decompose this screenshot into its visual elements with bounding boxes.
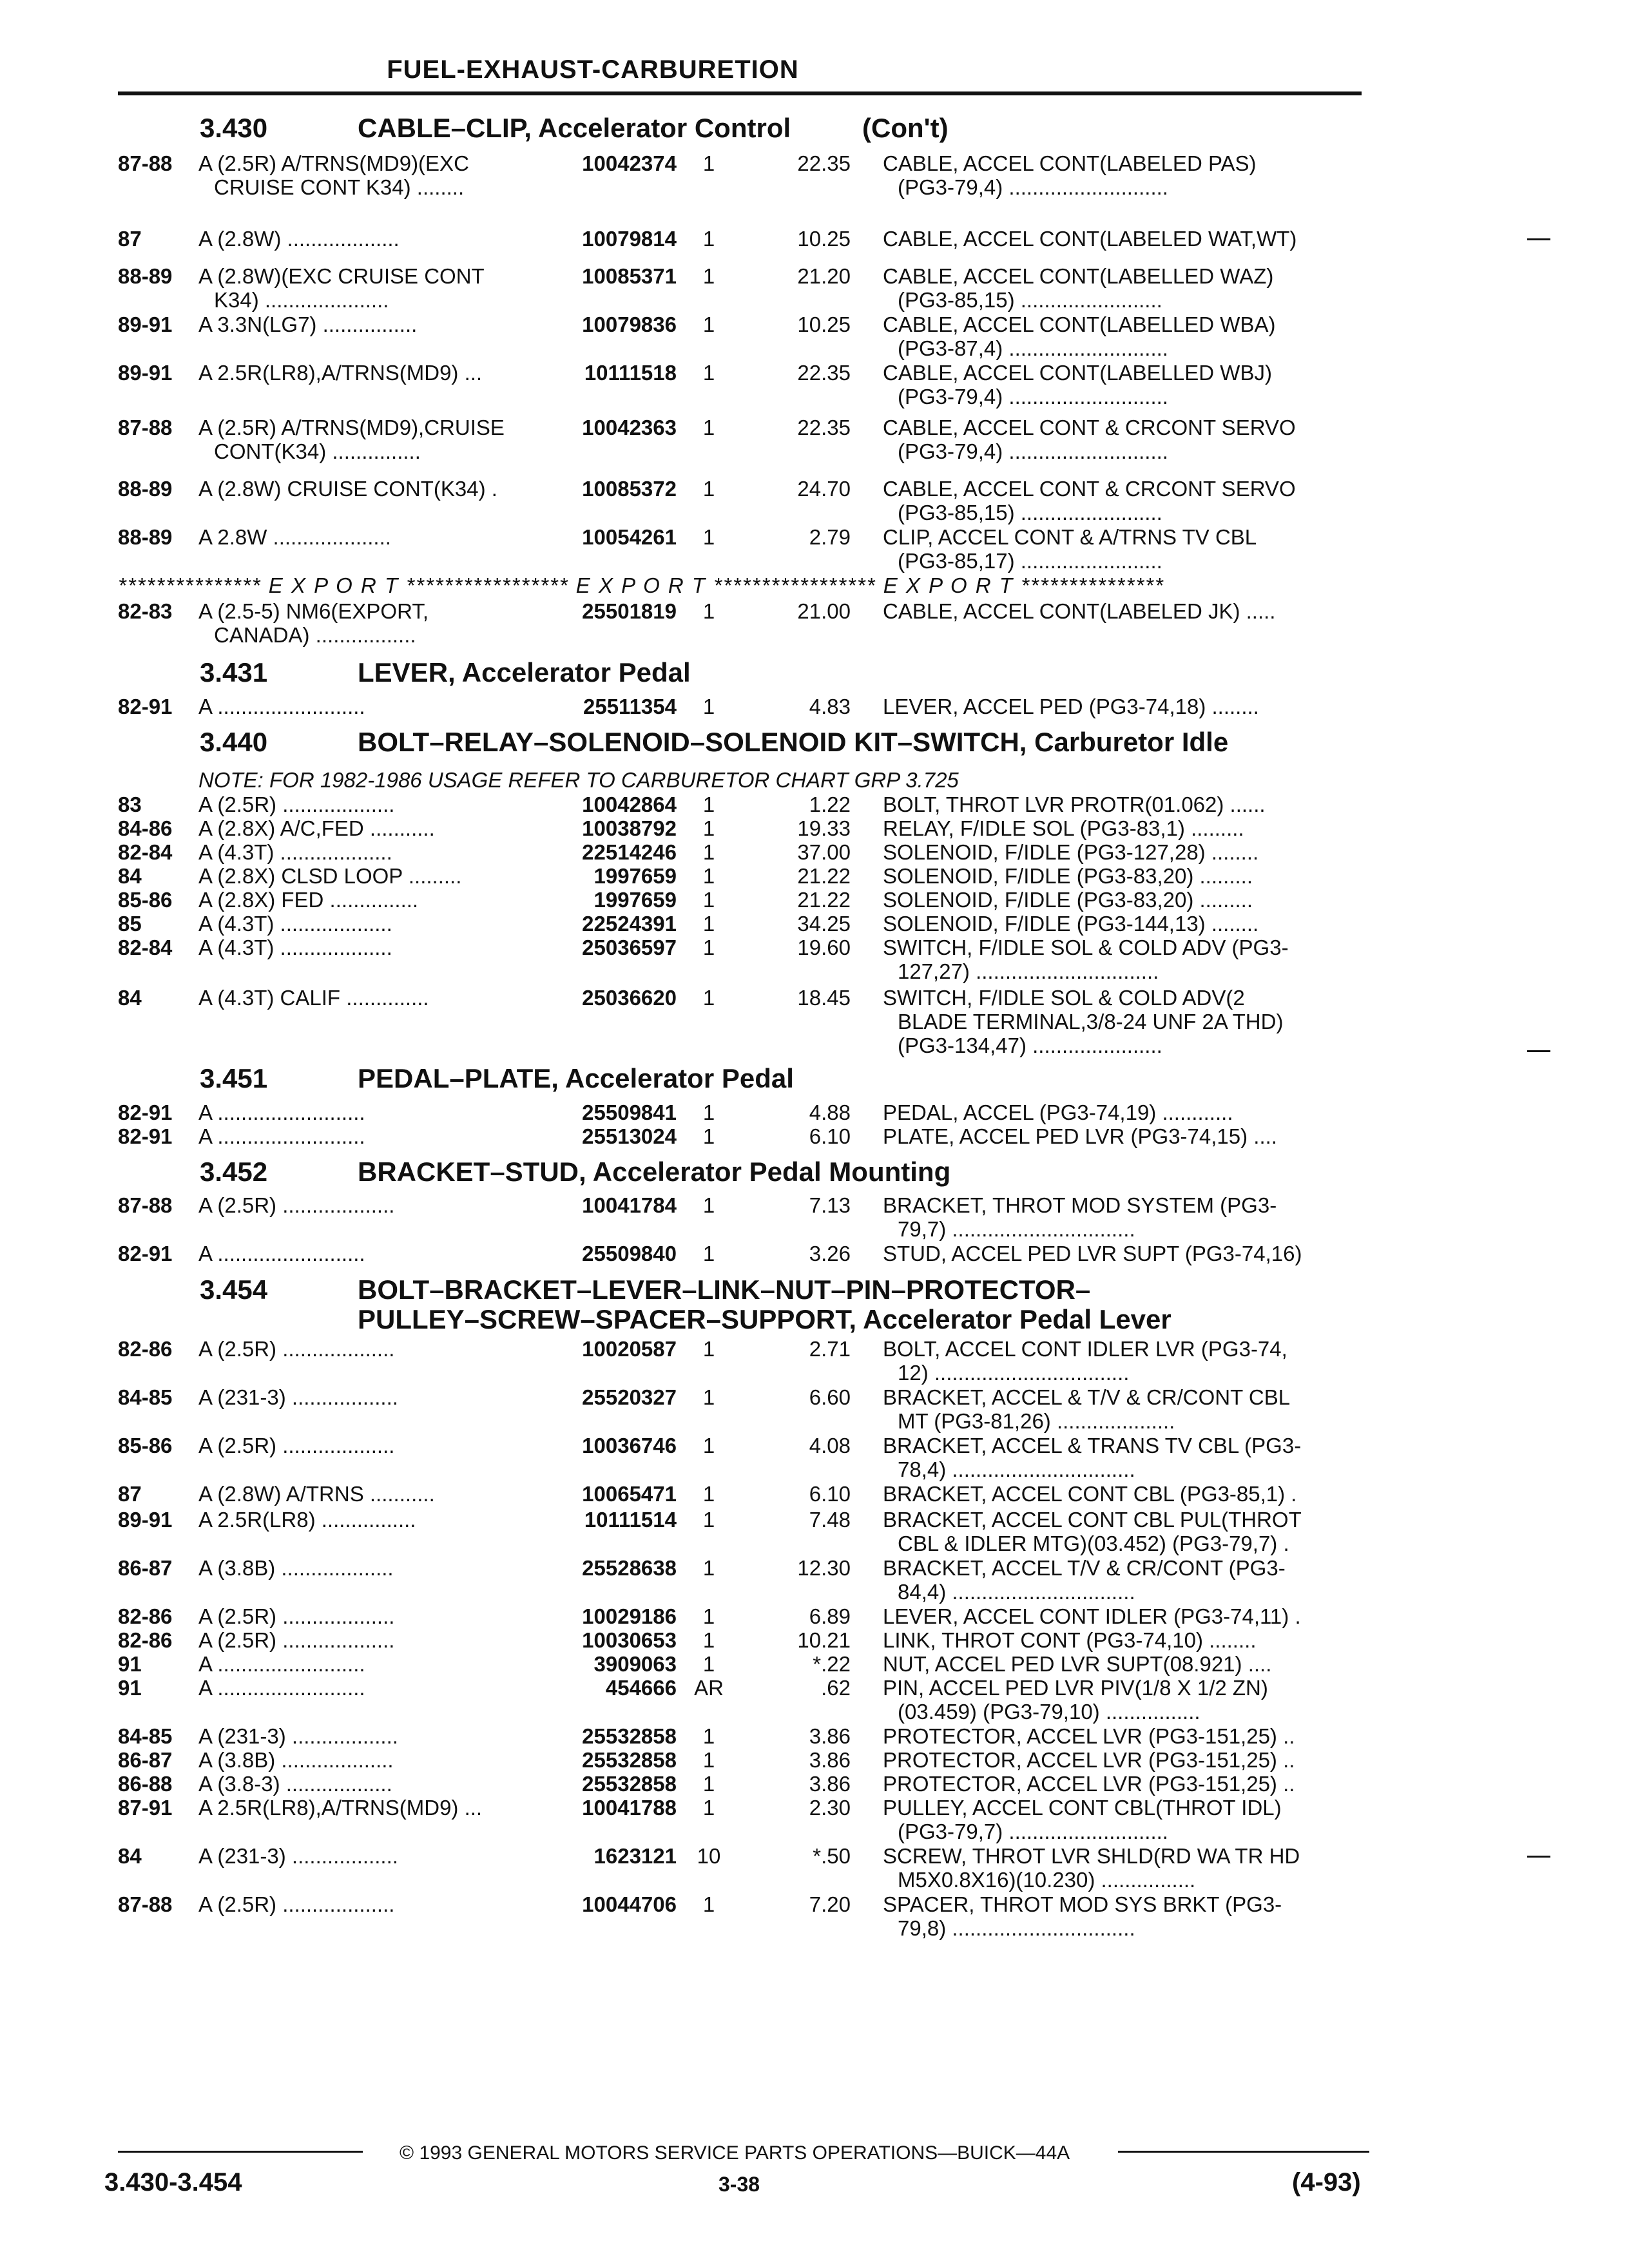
part-name-cont: CBL & IDLER MTG)(03.452) (PG3-79,7) .: [898, 1532, 1289, 1555]
section-note: NOTE: FOR 1982-1986 USAGE REFER TO CARBURETOR CHART GRP 3.725: [198, 768, 959, 792]
application-desc: A (2.5R) ...................: [198, 1628, 395, 1652]
part-name: PIN, ACCEL PED LVR PIV(1/8 X 1/2 ZN): [883, 1676, 1268, 1700]
part-row: [0, 1844, 1629, 1896]
application-desc: A .........................: [198, 1124, 365, 1148]
model-years: 89-91: [118, 1508, 173, 1532]
quantity: 1: [702, 1628, 715, 1652]
model-years: 85-86: [118, 1434, 173, 1457]
part-name: BRACKET, ACCEL CONT CBL PUL(THROT: [883, 1508, 1302, 1532]
application-desc: A (3.8-3) ..................: [198, 1772, 392, 1796]
quantity: 1: [702, 416, 715, 439]
model-years: 82-86: [118, 1604, 173, 1628]
footer-rule-right-line: [1118, 2151, 1369, 2153]
part-name: SWITCH, F/IDLE SOL & COLD ADV (PG3-: [883, 936, 1289, 959]
price: 37.00: [797, 840, 851, 864]
footer-section-range: 3.430-3.454: [104, 2168, 242, 2196]
part-name-cont: (PG3-134,47) ......................: [898, 1033, 1162, 1057]
part-number: 22524391: [582, 912, 677, 936]
part-name: BOLT, ACCEL CONT IDLER LVR (PG3-74,: [883, 1337, 1287, 1361]
part-number: 10020587: [582, 1337, 677, 1361]
part-number: 25036620: [582, 986, 677, 1010]
part-row: [0, 1434, 1629, 1485]
price: 21.22: [797, 888, 851, 912]
part-name: CABLE, ACCEL CONT(LABELLED WBJ): [883, 361, 1272, 385]
price: 22.35: [797, 151, 851, 175]
part-number: 10041784: [582, 1193, 677, 1217]
price: 10.25: [797, 227, 851, 251]
part-row: [0, 151, 1629, 203]
part-number: 25509840: [582, 1242, 677, 1265]
price: 19.60: [797, 936, 851, 959]
application-desc: A (2.5R) ...................: [198, 1193, 395, 1217]
quantity: 1: [702, 1556, 715, 1580]
margin-mark: [1527, 1050, 1550, 1052]
price: 6.60: [809, 1385, 851, 1409]
application-desc-cont: CANADA) .................: [214, 623, 416, 647]
part-name-cont: 78,4) ...............................: [898, 1457, 1135, 1481]
price: 34.25: [797, 912, 851, 936]
application-desc-cont: CONT(K34) ...............: [214, 439, 421, 463]
section-number: 3.454: [200, 1274, 268, 1305]
quantity: 1: [702, 599, 715, 623]
application-desc: A (231-3) ..................: [198, 1844, 398, 1868]
price: *.22: [813, 1652, 851, 1676]
part-name-cont: M5X0.8X16)(10.230) ................: [898, 1868, 1196, 1892]
part-name-cont: (PG3-79,4) ...........................: [898, 439, 1168, 463]
application-desc: A (2.8X) FED ...............: [198, 888, 419, 912]
price: 21.22: [797, 864, 851, 888]
section-number: 3.452: [200, 1157, 268, 1187]
model-years: 89-91: [118, 312, 173, 336]
part-number: 10044706: [582, 1892, 677, 1916]
model-years: 87-88: [118, 1892, 173, 1916]
part-number: 25501819: [582, 599, 677, 623]
model-years: 84-85: [118, 1724, 173, 1748]
application-desc: A (2.8W) ...................: [198, 227, 400, 251]
section-title: BRACKET–STUD, Accelerator Pedal Mounting: [358, 1157, 951, 1187]
quantity: 1: [702, 1385, 715, 1409]
quantity: 1: [702, 1434, 715, 1457]
model-years: 84: [118, 1844, 142, 1868]
model-years: 88-89: [118, 264, 173, 288]
part-name: RELAY, F/IDLE SOL (PG3-83,1) .........: [883, 816, 1244, 840]
application-desc: A 3.3N(LG7) ................: [198, 312, 418, 336]
quantity: 1: [702, 1508, 715, 1532]
part-name: BRACKET, ACCEL T/V & CR/CONT (PG3-: [883, 1556, 1286, 1580]
part-row: [0, 1337, 1629, 1389]
part-number: 10065471: [582, 1482, 677, 1506]
model-years: 82-91: [118, 1242, 173, 1265]
model-years: 88-89: [118, 525, 173, 549]
part-number: 10054261: [582, 525, 677, 549]
part-number: 10038792: [582, 816, 677, 840]
model-years: 85-86: [118, 888, 173, 912]
price: 6.10: [809, 1124, 851, 1148]
price: 10.25: [797, 312, 851, 336]
part-number: 10111518: [584, 361, 677, 385]
model-years: 86-87: [118, 1556, 173, 1580]
quantity: 1: [702, 1652, 715, 1676]
part-name: CABLE, ACCEL CONT(LABELLED WBA): [883, 312, 1276, 336]
quantity: 1: [702, 525, 715, 549]
quantity: 1: [702, 695, 715, 718]
application-desc: A 2.8W ....................: [198, 525, 391, 549]
model-years: 82-91: [118, 1100, 173, 1124]
part-name: CABLE, ACCEL CONT & CRCONT SERVO: [883, 416, 1296, 439]
model-years: 91: [118, 1652, 142, 1676]
model-years: 87-88: [118, 416, 173, 439]
model-years: 82-83: [118, 599, 173, 623]
model-years: 84: [118, 986, 142, 1010]
quantity: 1: [702, 793, 715, 816]
part-number: 25511354: [583, 695, 677, 718]
part-name: PROTECTOR, ACCEL LVR (PG3-151,25) ..: [883, 1724, 1295, 1748]
application-desc: A (2.5R) ...................: [198, 1434, 395, 1457]
application-desc: A (2.5R) ...................: [198, 1892, 395, 1916]
part-name: CABLE, ACCEL CONT(LABELLED WAZ): [883, 264, 1274, 288]
price: 2.79: [809, 525, 851, 549]
model-years: 87-88: [118, 1193, 173, 1217]
quantity: 1: [702, 936, 715, 959]
part-name: LEVER, ACCEL PED (PG3-74,18) ........: [883, 695, 1259, 718]
quantity: 1: [702, 1193, 715, 1217]
part-number: 25520327: [582, 1385, 677, 1409]
part-name: PLATE, ACCEL PED LVR (PG3-74,15) ....: [883, 1124, 1277, 1148]
section-title: PEDAL–PLATE, Accelerator Pedal: [358, 1063, 794, 1093]
application-desc: A (3.8B) ...................: [198, 1748, 394, 1772]
part-name: PROTECTOR, ACCEL LVR (PG3-151,25) ..: [883, 1772, 1295, 1796]
part-name: SCREW, THROT LVR SHLD(RD WA TR HD: [883, 1844, 1300, 1868]
quantity: 1: [702, 888, 715, 912]
part-name: CABLE, ACCEL CONT(LABELED JK) .....: [883, 599, 1276, 623]
part-number: 10041788: [582, 1796, 677, 1820]
application-desc: A (2.5R) ...................: [198, 1604, 395, 1628]
price: 7.48: [809, 1508, 851, 1532]
part-name-cont: BLADE TERMINAL,3/8-24 UNF 2A THD): [898, 1010, 1284, 1033]
application-desc: A 2.5R(LR8),A/TRNS(MD9) ...: [198, 361, 483, 385]
part-row: [0, 1508, 1629, 1559]
part-row: [0, 416, 1629, 467]
footer-page-number: 3-38: [718, 2173, 760, 2196]
margin-mark: [1527, 1856, 1550, 1858]
model-years: 84: [118, 864, 142, 888]
model-years: 89-91: [118, 361, 173, 385]
part-name: SOLENOID, F/IDLE (PG3-144,13) ........: [883, 912, 1259, 936]
price: 3.86: [809, 1772, 851, 1796]
part-number: 1997659: [593, 888, 677, 912]
price: 1.22: [809, 793, 851, 816]
export-divider: *************** E X P O R T ***************** E X P O R T ***************** E X P O R T ***************: [118, 573, 1164, 597]
quantity: 1: [702, 1796, 715, 1820]
part-name: LINK, THROT CONT (PG3-74,10) ........: [883, 1628, 1257, 1652]
part-name: PROTECTOR, ACCEL LVR (PG3-151,25) ..: [883, 1748, 1295, 1772]
section-title: CABLE–CLIP, Accelerator Control: [358, 113, 791, 143]
part-number: 25528638: [582, 1556, 677, 1580]
model-years: 83: [118, 793, 142, 816]
part-number: 10079836: [582, 312, 677, 336]
quantity: 1: [702, 312, 715, 336]
price: 2.30: [809, 1796, 851, 1820]
quantity: 1: [702, 816, 715, 840]
part-number: 454666: [605, 1676, 677, 1700]
model-years: 87: [118, 227, 142, 251]
application-desc: A (4.3T) CALIF ..............: [198, 986, 429, 1010]
application-desc: A (2.5-5) NM6(EXPORT,: [198, 599, 429, 623]
model-years: 82-91: [118, 1124, 173, 1148]
section-title: LEVER, Accelerator Pedal: [358, 657, 691, 687]
part-name: CLIP, ACCEL CONT & A/TRNS TV CBL: [883, 525, 1257, 549]
model-years: 91: [118, 1676, 142, 1700]
price: 12.30: [797, 1556, 851, 1580]
section-title-line2: PULLEY–SCREW–SPACER–SUPPORT, Accelerator Pedal Lever: [358, 1304, 1171, 1334]
application-desc: A (231-3) ..................: [198, 1385, 398, 1409]
application-desc: A (2.8W) A/TRNS ...........: [198, 1482, 435, 1506]
part-name-cont: (PG3-87,4) ...........................: [898, 336, 1168, 360]
part-name-cont: (PG3-79,4) ...........................: [898, 175, 1168, 199]
price: 7.13: [809, 1193, 851, 1217]
application-desc: A .........................: [198, 695, 365, 718]
application-desc-cont: K34) .....................: [214, 288, 389, 312]
price: 24.70: [797, 477, 851, 501]
part-name: PEDAL, ACCEL (PG3-74,19) ............: [883, 1100, 1233, 1124]
quantity: 1: [702, 1337, 715, 1361]
price: 22.35: [797, 416, 851, 439]
part-name: CABLE, ACCEL CONT(LABELED PAS): [883, 151, 1257, 175]
part-name: BRACKET, THROT MOD SYSTEM (PG3-: [883, 1193, 1277, 1217]
part-number: 25036597: [582, 936, 677, 959]
part-name-cont: (PG3-79,7) ...........................: [898, 1820, 1168, 1843]
model-years: 86-87: [118, 1748, 173, 1772]
quantity: 1: [702, 1892, 715, 1916]
part-name: PULLEY, ACCEL CONT CBL(THROT IDL): [883, 1796, 1282, 1820]
price: *.50: [813, 1844, 851, 1868]
part-name: SWITCH, F/IDLE SOL & COLD ADV(2: [883, 986, 1245, 1010]
part-number: 25513024: [582, 1124, 677, 1148]
quantity: 1: [702, 1242, 715, 1265]
price: 18.45: [797, 986, 851, 1010]
part-name-cont: MT (PG3-81,26) ....................: [898, 1409, 1175, 1433]
model-years: 86-88: [118, 1772, 173, 1796]
application-desc: A (3.8B) ...................: [198, 1556, 394, 1580]
model-years: 84-85: [118, 1385, 173, 1409]
part-name: BRACKET, ACCEL & TRANS TV CBL (PG3-: [883, 1434, 1302, 1457]
model-years: 84-86: [118, 816, 173, 840]
quantity: 1: [702, 1124, 715, 1148]
part-name: BRACKET, ACCEL & T/V & CR/CONT CBL: [883, 1385, 1291, 1409]
part-name-cont: (03.459) (PG3-79,10) ................: [898, 1700, 1200, 1724]
part-number: 1623121: [593, 1844, 677, 1868]
quantity: 1: [702, 227, 715, 251]
price: 19.33: [797, 816, 851, 840]
model-years: 88-89: [118, 477, 173, 501]
part-name: BOLT, THROT LVR PROTR(01.062) ......: [883, 793, 1266, 816]
application-desc: A .........................: [198, 1100, 365, 1124]
application-desc: A (2.8W) CRUISE CONT(K34) .: [198, 477, 497, 501]
part-row: [0, 1892, 1629, 1944]
part-number: 10030653: [582, 1628, 677, 1652]
part-row: [0, 1193, 1629, 1245]
quantity: 1: [702, 840, 715, 864]
section-number: 3.431: [200, 657, 268, 687]
part-name: SOLENOID, F/IDLE (PG3-83,20) .........: [883, 888, 1253, 912]
part-name-cont: (PG3-79,4) ...........................: [898, 385, 1168, 408]
part-name-cont: (PG3-85,15) ........................: [898, 501, 1162, 524]
part-number: 10042374: [582, 151, 677, 175]
price: 3.86: [809, 1748, 851, 1772]
application-desc: A (2.5R) A/TRNS(MD9)(EXC: [198, 151, 469, 175]
margin-mark: [1527, 238, 1550, 240]
quantity: 1: [702, 151, 715, 175]
part-number: 10036746: [582, 1434, 677, 1457]
model-years: 82-84: [118, 936, 173, 959]
quantity: 10: [697, 1844, 721, 1868]
price: 4.83: [809, 695, 851, 718]
part-name: NUT, ACCEL PED LVR SUPT(08.921) ....: [883, 1652, 1272, 1676]
model-years: 87-88: [118, 151, 173, 175]
part-name: SOLENOID, F/IDLE (PG3-83,20) .........: [883, 864, 1253, 888]
section-number: 3.430: [200, 113, 268, 143]
part-number: 25532858: [582, 1724, 677, 1748]
footer-rule-left-line: [118, 2151, 363, 2153]
part-number: 1997659: [593, 864, 677, 888]
part-number: 10085371: [582, 264, 677, 288]
quantity: 1: [702, 1772, 715, 1796]
part-name: LEVER, ACCEL CONT IDLER (PG3-74,11) .: [883, 1604, 1301, 1628]
header-rule: [118, 91, 1362, 95]
section-title: BOLT–RELAY–SOLENOID–SOLENOID KIT–SWITCH, Carburetor Idle: [358, 727, 1229, 757]
application-desc-cont: CRUISE CONT K34) ........: [214, 175, 465, 199]
model-years: 82-86: [118, 1337, 173, 1361]
quantity: 1: [702, 477, 715, 501]
part-name-cont: 79,8) ...............................: [898, 1916, 1135, 1940]
part-row: [0, 599, 1629, 651]
price: 3.26: [809, 1242, 851, 1265]
application-desc: A .........................: [198, 1652, 365, 1676]
model-years: 87-91: [118, 1796, 173, 1820]
price: 2.71: [809, 1337, 851, 1361]
application-desc: A (2.5R) ...................: [198, 793, 395, 816]
application-desc: A .........................: [198, 1676, 365, 1700]
price: 7.20: [809, 1892, 851, 1916]
part-number: 25532858: [582, 1748, 677, 1772]
price: 6.10: [809, 1482, 851, 1506]
part-name-cont: (PG3-85,17) ........................: [898, 549, 1162, 573]
model-years: 82-86: [118, 1628, 173, 1652]
part-number: 10111514: [584, 1508, 677, 1532]
part-row: [0, 312, 1629, 364]
footer-date: (4-93): [1292, 2168, 1361, 2196]
quantity: 1: [702, 264, 715, 288]
part-row: [0, 1556, 1629, 1608]
part-number: 10029186: [582, 1604, 677, 1628]
application-desc: A (2.8X) A/C,FED ...........: [198, 816, 435, 840]
part-name-cont: 84,4) ...............................: [898, 1580, 1135, 1604]
model-years: 87: [118, 1482, 142, 1506]
part-row: [0, 986, 1629, 1057]
quantity: 1: [702, 1748, 715, 1772]
model-years: 82-84: [118, 840, 173, 864]
quantity: 1: [702, 1100, 715, 1124]
price: 4.88: [809, 1100, 851, 1124]
application-desc: A (2.8W)(EXC CRUISE CONT: [198, 264, 485, 288]
quantity: 1: [702, 1482, 715, 1506]
application-desc: A (2.5R) ...................: [198, 1337, 395, 1361]
part-number: 10042864: [582, 793, 677, 816]
model-years: 85: [118, 912, 142, 936]
part-name: CABLE, ACCEL CONT & CRCONT SERVO: [883, 477, 1296, 501]
part-row: [0, 1796, 1629, 1847]
price: 4.08: [809, 1434, 851, 1457]
part-name: CABLE, ACCEL CONT(LABELED WAT,WT): [883, 227, 1297, 251]
part-row: [0, 477, 1629, 528]
part-name: BRACKET, ACCEL CONT CBL (PG3-85,1) .: [883, 1482, 1297, 1506]
part-name-cont: (PG3-85,15) ........................: [898, 288, 1162, 312]
part-number: 22514246: [582, 840, 677, 864]
model-years: 82-91: [118, 695, 173, 718]
application-desc: A (4.3T) ...................: [198, 840, 392, 864]
quantity: 1: [702, 864, 715, 888]
quantity: 1: [702, 1724, 715, 1748]
part-number: 25532858: [582, 1772, 677, 1796]
part-row: [0, 1676, 1629, 1727]
price: 22.35: [797, 361, 851, 385]
price: 21.00: [797, 599, 851, 623]
application-desc: A 2.5R(LR8) ................: [198, 1508, 416, 1532]
application-desc: A 2.5R(LR8),A/TRNS(MD9) ...: [198, 1796, 483, 1820]
part-row: [0, 361, 1629, 412]
application-desc: A .........................: [198, 1242, 365, 1265]
application-desc: A (4.3T) ...................: [198, 912, 392, 936]
section-number: 3.451: [200, 1063, 268, 1093]
part-row: [0, 1385, 1629, 1437]
application-desc: A (2.5R) A/TRNS(MD9),CRUISE: [198, 416, 505, 439]
quantity: 1: [702, 361, 715, 385]
footer-copyright: © 1993 GENERAL MOTORS SERVICE PARTS OPERATIONS—BUICK—44A: [400, 2142, 1070, 2164]
price: 10.21: [797, 1628, 851, 1652]
price: 6.89: [809, 1604, 851, 1628]
part-number: 10079814: [582, 227, 677, 251]
part-name-cont: 127,27) ...............................: [898, 959, 1159, 983]
part-name-cont: 12) .................................: [898, 1361, 1130, 1385]
application-desc: A (2.8X) CLSD LOOP .........: [198, 864, 462, 888]
section-number: 3.440: [200, 727, 268, 757]
part-row: [0, 264, 1629, 316]
part-name: SOLENOID, F/IDLE (PG3-127,28) ........: [883, 840, 1259, 864]
section-title: BOLT–BRACKET–LEVER–LINK–NUT–PIN–PROTECTOR–: [358, 1274, 1091, 1305]
part-number: 3909063: [593, 1652, 677, 1676]
quantity: 1: [702, 912, 715, 936]
price: 3.86: [809, 1724, 851, 1748]
part-number: 25509841: [582, 1100, 677, 1124]
price: 21.20: [797, 264, 851, 288]
continued-label: (Con't): [862, 113, 949, 143]
part-name: STUD, ACCEL PED LVR SUPT (PG3-74,16): [883, 1242, 1302, 1265]
part-name-cont: 79,7) ...............................: [898, 1217, 1135, 1241]
quantity: 1: [702, 986, 715, 1010]
application-desc: A (4.3T) ...................: [198, 936, 392, 959]
part-row: [0, 525, 1629, 577]
application-desc: A (231-3) ..................: [198, 1724, 398, 1748]
quantity: 1: [702, 1604, 715, 1628]
part-number: 10085372: [582, 477, 677, 501]
page-header-title: FUEL-EXHAUST-CARBURETION: [387, 55, 799, 84]
part-number: 10042363: [582, 416, 677, 439]
quantity: AR: [694, 1676, 724, 1700]
part-name: SPACER, THROT MOD SYS BRKT (PG3-: [883, 1892, 1282, 1916]
part-row: [0, 936, 1629, 987]
price: .62: [821, 1676, 851, 1700]
